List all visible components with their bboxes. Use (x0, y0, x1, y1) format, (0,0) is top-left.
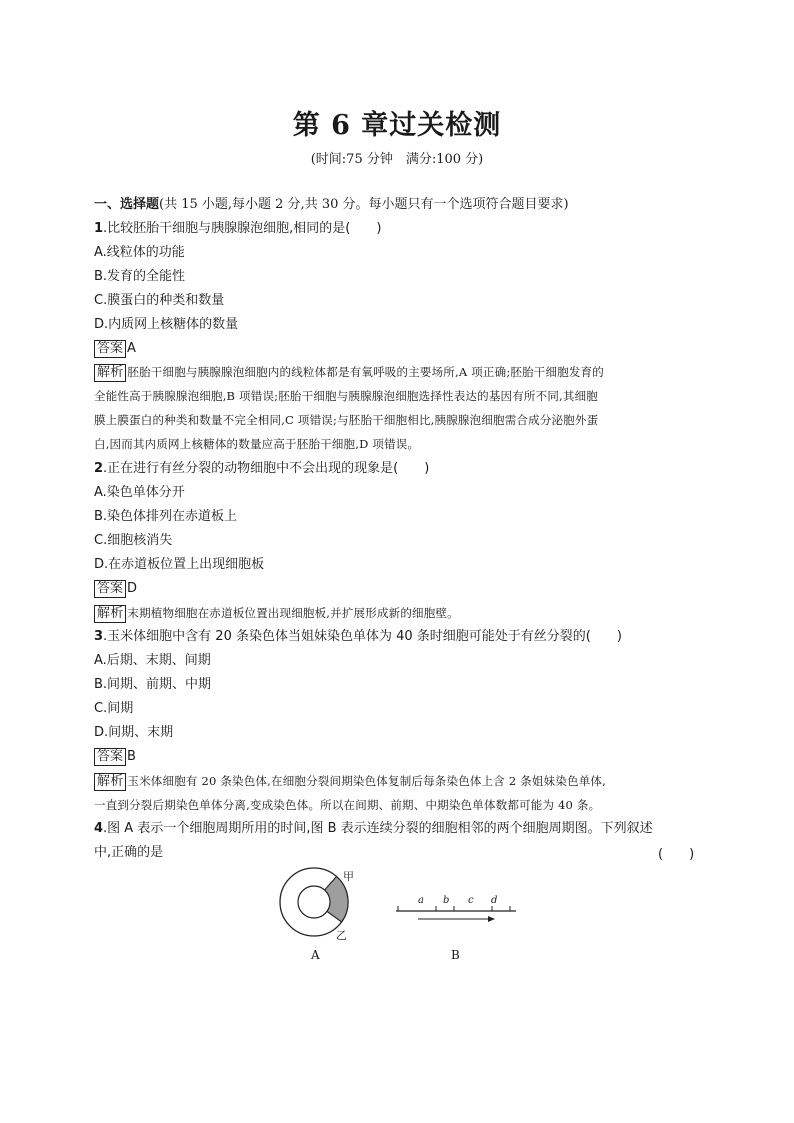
analysis-text: 末期植物细胞在赤道板位置出现细胞板,并扩展形成新的细胞壁。 (127, 606, 459, 620)
cell-cycle-line-figure (392, 890, 522, 930)
analysis-tag: 解析 (94, 364, 126, 382)
q2-option-c: C.细胞核消失 (94, 533, 173, 548)
q3-option-c: C.间期 (94, 701, 134, 716)
figure-a-label: A (311, 948, 320, 962)
q2-option-a: A.染色单体分开 (94, 485, 185, 500)
cell-cycle-circle-figure (274, 862, 370, 958)
q3-analysis-line-1 (94, 771, 606, 791)
analysis-tag: 解析 (94, 605, 126, 623)
q3-option-a: A.后期、末期、间期 (94, 653, 211, 668)
analysis-text: 胚胎干细胞与胰腺腺泡细胞内的线粒体都是有氧呼吸的主要场所,A 项正确;胚胎干细胞发育的 (127, 365, 604, 379)
page-title: 第 6 章过关检测 (292, 110, 502, 141)
answer-value: D (127, 581, 138, 596)
q1-option-d: D.内质网上核糖体的数量 (94, 317, 239, 332)
q1-option-b: B.发育的全能性 (94, 269, 186, 284)
answer-tag: 答案 (94, 340, 126, 358)
question-1-stem (94, 219, 381, 239)
q1-analysis-line-4: 白,因而其内质网上核糖体的数量应高于胚胎干细胞,D 项错误。 (94, 437, 420, 451)
q1-analysis-line-3: 膜上膜蛋白的种类和数量不完全相同,C 项错误;与胚胎干细胞相比,胰腺腺泡细胞需合成分泌胞外蛋 (94, 413, 599, 427)
q3-option-d: D.间期、末期 (94, 725, 174, 740)
q3-option-b: B.间期、前期、中期 (94, 677, 212, 692)
q1-analysis-line-1 (94, 362, 604, 382)
question-number: 1 (94, 221, 104, 236)
question-4-stem (94, 819, 653, 839)
question-number: 4 (94, 821, 104, 836)
question-4-stem-line-2: 中,正确的是 (94, 845, 164, 860)
question-2-stem (94, 459, 429, 479)
answer-tag: 答案 (94, 748, 126, 766)
q1-option-a: A.线粒体的功能 (94, 245, 185, 260)
analysis-tag: 解析 (94, 773, 126, 791)
question-3-stem (94, 627, 622, 647)
answer-blank: ( ) (658, 847, 695, 862)
figure-b-label: B (451, 948, 460, 962)
segment-label-b: b (443, 895, 450, 906)
label-jia: 甲 (343, 870, 354, 883)
section-heading (94, 195, 569, 215)
segment-label-d: d (491, 895, 498, 906)
q2-analysis-line-1 (94, 603, 459, 623)
answer-tag: 答案 (94, 580, 126, 598)
label-yi: 乙 (336, 929, 347, 942)
analysis-text: 玉米体细胞有 20 条染色体,在细胞分裂间期染色体复制后每条染色体上含 2 条姐妹染色单体, (127, 774, 606, 788)
segment-label-a: a (418, 895, 424, 906)
inner-circle (298, 886, 330, 918)
q3-analysis-line-2: 一直到分裂后期染色单体分离,变成染色体。所以在间期、前期、中期染色单体数都可能为 40 条。 (94, 798, 601, 812)
answer-value: A (127, 341, 136, 356)
q2-option-d: D.在赤道板位置上出现细胞板 (94, 557, 265, 572)
question-text: .图 A 表示一个细胞周期所用的时间,图 B 表示连续分裂的细胞相邻的两个细胞周期图。下列叙述 (103, 821, 653, 836)
q1-analysis-line-2: 全能性高于胰腺腺泡细胞,B 项错误;胚胎干细胞与胰腺腺泡细胞选择性表达的基因有所不同,其细胞 (94, 389, 598, 403)
question-number: 2 (94, 461, 104, 476)
question-text: .正在进行有丝分裂的动物细胞中不会出现的现象是( ) (103, 461, 430, 476)
q1-answer (94, 339, 136, 359)
question-number: 3 (94, 629, 104, 644)
question-text: .玉米体细胞中含有 20 条染色体当姐妹染色单体为 40 条时细胞可能处于有丝分裂的( ) (103, 629, 622, 644)
segment-label-c: c (468, 895, 474, 906)
q3-answer (94, 747, 136, 767)
page-subtitle: (时间:75 分钟 满分:100 分) (310, 152, 484, 167)
q2-answer (94, 579, 137, 599)
section-label: 一、选择题 (94, 197, 160, 212)
answer-value: B (127, 749, 136, 764)
section-desc: (共 15 小题,每小题 2 分,共 30 分。每小题只有一个选项符合题目要求) (159, 197, 569, 212)
q2-option-b: B.染色体排列在赤道板上 (94, 509, 238, 524)
direction-arrow-head (488, 916, 495, 922)
question-text: .比较胚胎干细胞与胰腺腺泡细胞,相同的是( ) (103, 221, 382, 236)
q1-option-c: C.膜蛋白的种类和数量 (94, 293, 225, 308)
